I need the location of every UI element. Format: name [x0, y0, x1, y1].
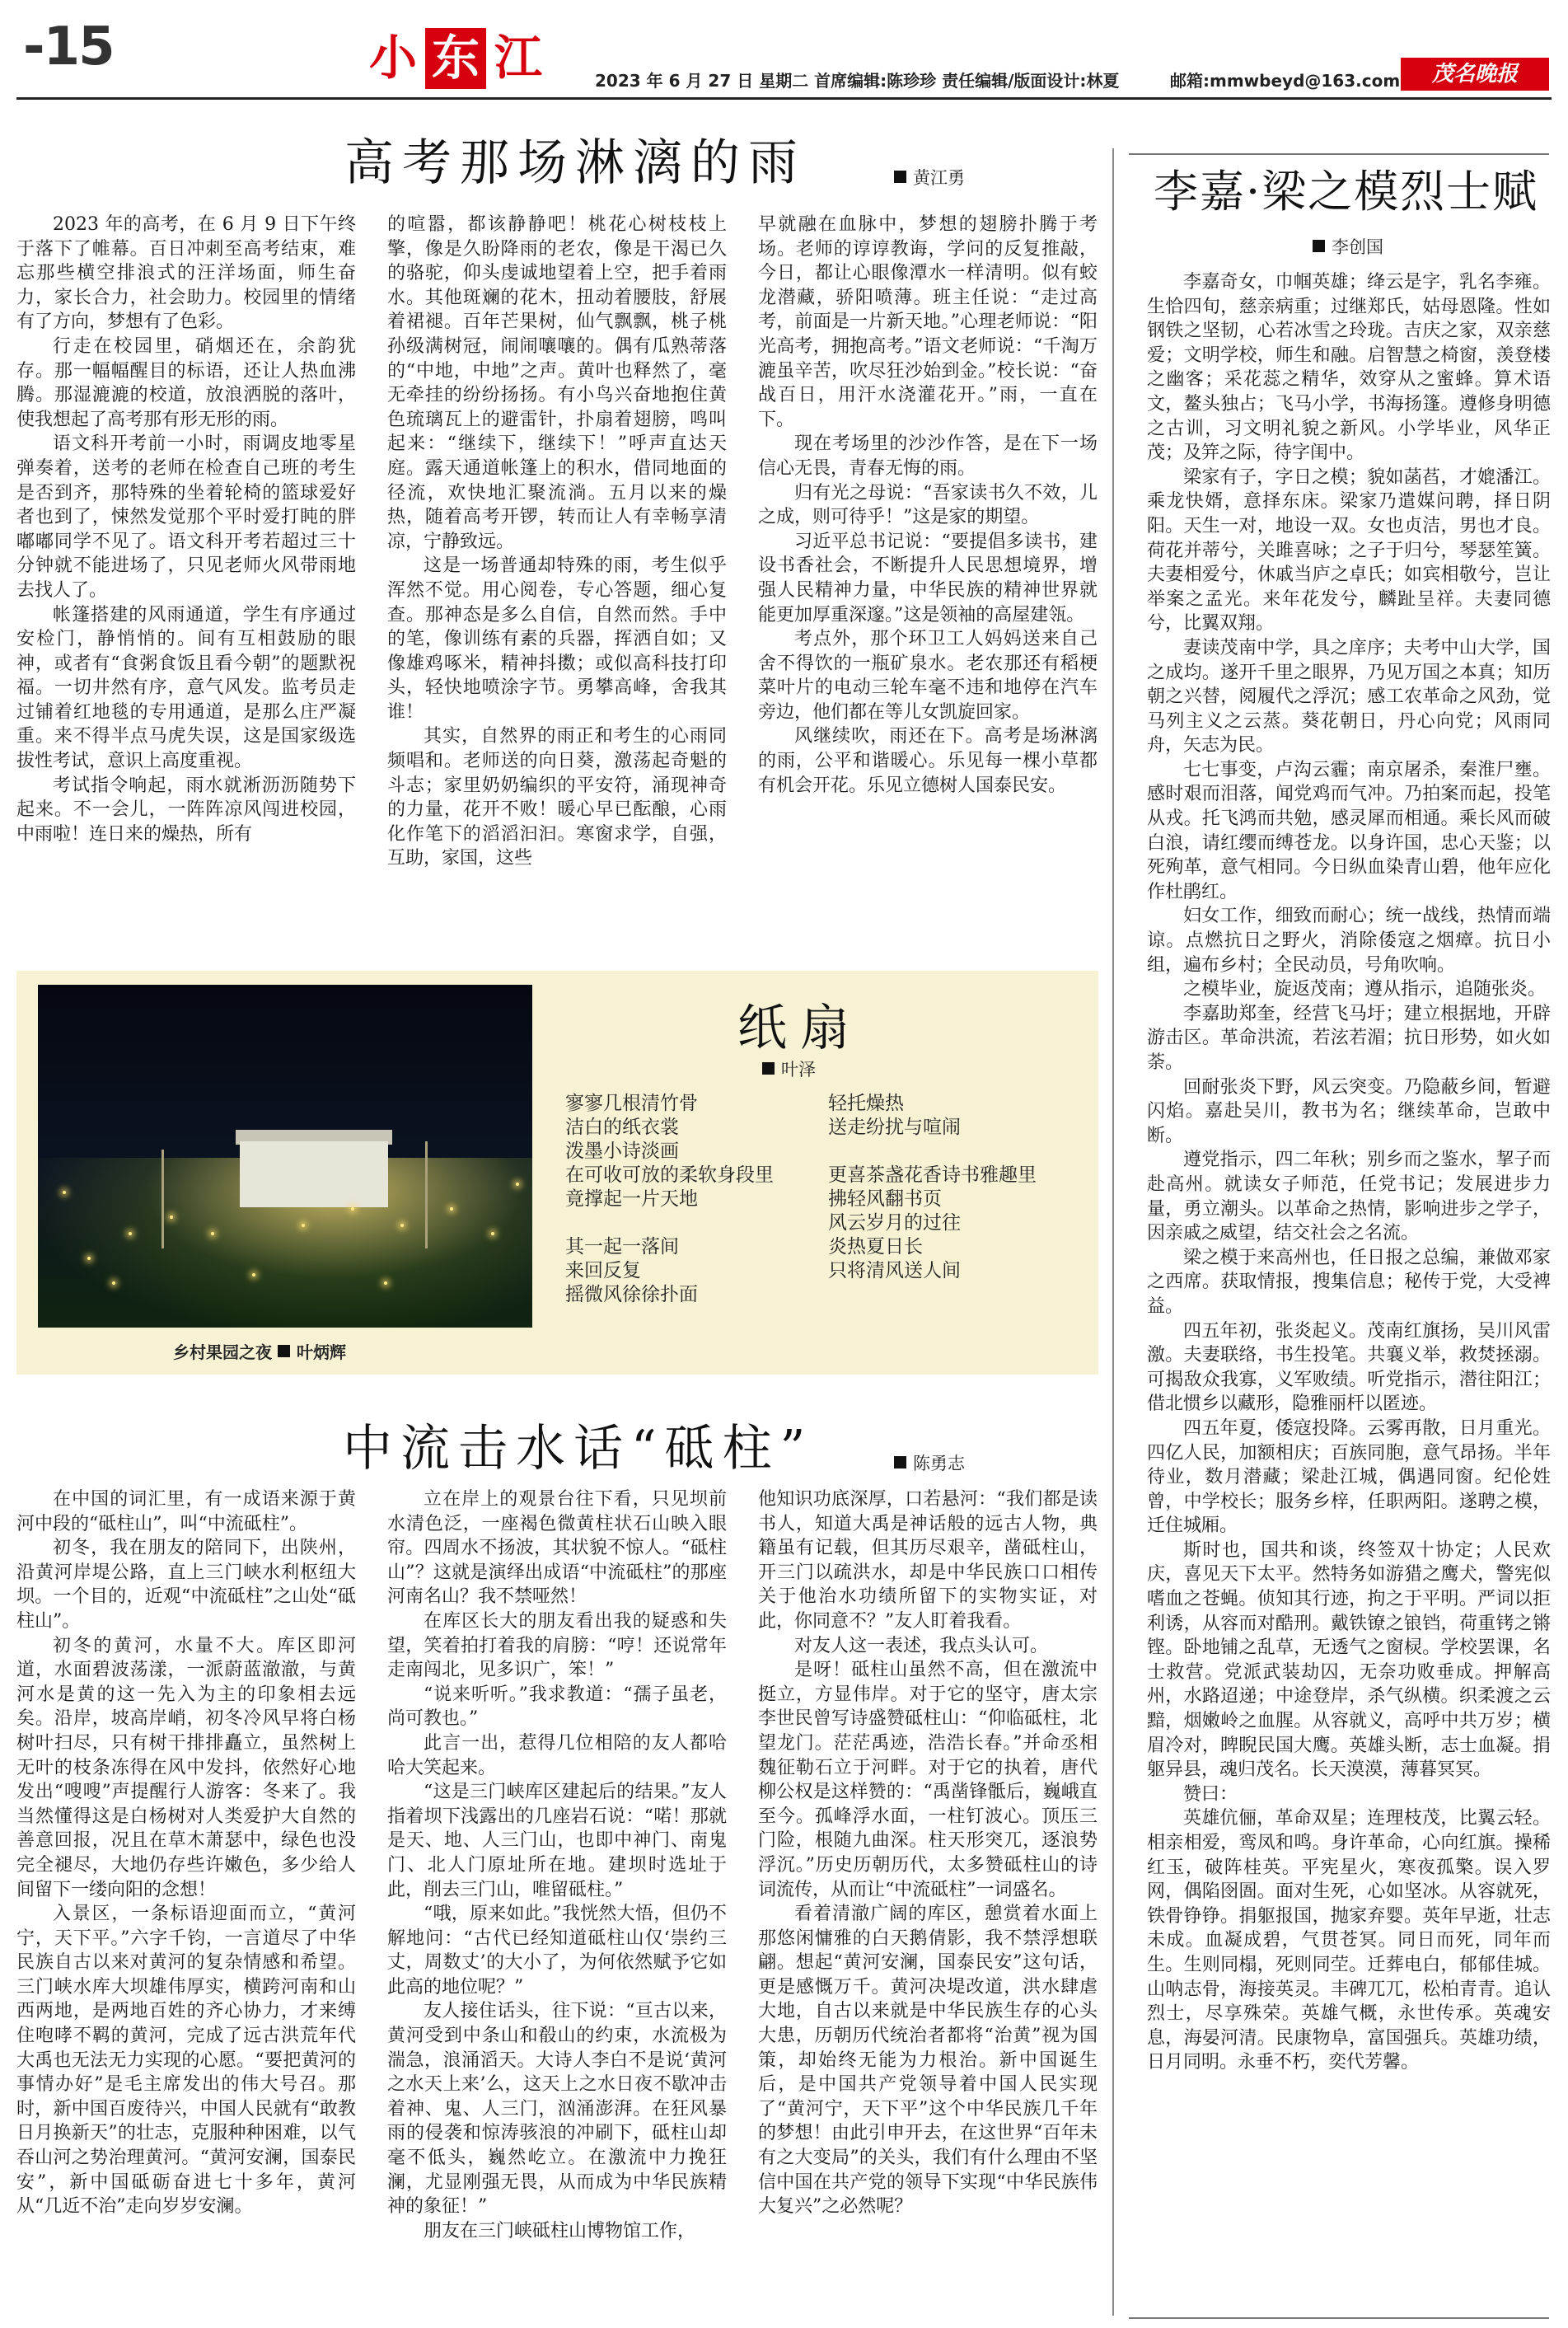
paragraph: 看着清澈广阔的库区，憩赏着水面上那悠闲慵雅的白天鹅倩影，我不禁浮想联翩。想起“黄河安澜，国泰民安”这句话，更是感慨万千。黄河决堤改道，洪水肆虐大地，自古以来就是中华民族生存的心头大患，历朝历代统治者都将“治黄”视为国策，却始终无能为力根治。新中国诞生后，是中国共产党领导着中国人民实现了“黄河宁，天下平”这个中华民族几千年的梦想！由此引申开去，在这世界“百年未有之大变局”的关头，我们有什么理由不坚信中国在共产党的领导下实现“中华民族伟大复兴”之必然呢？ [758, 1904, 1098, 2218]
column-rule [1129, 2317, 1549, 2319]
poem-line: 其一起一落间 [565, 1236, 679, 1258]
paragraph: “这是三门峡库区建起后的结果。”友人指着坝下浅露出的几座岩石说：“喏！那就是天、地、人三门山，也即中神门、南鬼门、北人门原址所在地。建坝时选址于此，削去三门山，唯留砥柱。” [387, 1782, 727, 1900]
byline-square-icon [1313, 240, 1325, 252]
paragraph: 妻读茂南中学，具之庠序；夫考中山大学，国之成均。遂开千里之眼界，乃见万国之本真；知历朝之兴替，阅履代之浮沉；感工农革命之风劲，觉马列主义之云蒸。葵花朝日，丹心向党；风雨同舟，矢志为民。 [1147, 637, 1551, 756]
paragraph: 在中国的词汇里，有一成语来源于黄河中段的“砥柱山”，叫“中流砥柱”。 [16, 1489, 356, 1534]
paragraph: 英雄伉俪，革命双星；连理枝茂，比翼云轻。相亲相爱，鸾凤和鸣。身许革命，心向红旗。操稀红玉，破阵桂英。平宪星火，寒夜孤檠。误入罗网，偶陷囹圄。面对生死，心如坚冰。从容就死，铁骨铮铮。捐躯报国，抛家弃婴。英年早逝，壮志未成。血凝成碧，气贯苍冥。同日而死，同年而生。生则同榻，死则同茔。迁葬电白，郁郁佳城。山呐志骨，海接英灵。丰碑兀兀，松柏青青。追认烈士，尽享殊荣。英雄气概，永世传承。英魂安息，海晏河清。民康物阜，富国强兵。英雄功绩，日月同明。永垂不朽，奕代芳馨。 [1147, 1808, 1551, 2073]
poem-line: 来回反复 [565, 1260, 641, 1281]
paragraph: “说来听听。”我求教道：“孺子虽老，尚可教也。” [387, 1684, 727, 1730]
paragraph: 斯时也，国共和谈，终签双十协定；人民欢庆，喜见天下太平。然特务如游猎之鹰犬，警宪似嗜血之苍蝇。侦知其行迹，拘之于平明。严词以拒利诱，从容而对酷刑。戴铁镣之锒铛，荷重铐之锵铿。卧地铺之乱草，无透气之窗棂。学校罢课，名士救营。党派武装劫囚，无奈功败垂成。押解高州，水路迢递；中途登岸，杀气纵横。织柔渡之云黯，烟嫩岭之血腥。从容就义，高呼中共万岁；横眉冷对，睥睨民国大鹰。英雄头断，志士血凝。捐躯异县，魂归茂名。长天漠漠，薄暮冥冥。 [1147, 1539, 1551, 1781]
photo-caption [173, 1339, 346, 1363]
paragraph: 此言一出，惹得几位相陪的友人都哈哈大笑起来。 [387, 1732, 727, 1778]
issue-info: 2023 年 6 月 27 日 星期二 首席编辑:陈珍珍 责任编辑/版面设计:林夏 [595, 71, 1120, 91]
paragraph: 朋友在三门峡砥柱山博物馆工作， [424, 2220, 696, 2241]
paragraph: 之模毕业，旋返茂南；遵从指示，追随张炎。 [1183, 979, 1547, 1000]
paragraph: 梁之模于来高州也，任日报之总编，兼做邓家之西席。获取情报，搜集信息；秘传于党，大受裨益。 [1147, 1247, 1551, 1317]
byline-square-icon [762, 1062, 775, 1075]
article-column [1147, 270, 1551, 2314]
paragraph: 的喧嚣，都该静静吧！桃花心树枝枝上擎，像是久盼降雨的老农，像是干渴已久的骆驼，仰头虔诚地望着上空，把手着雨水。其他斑斓的花木，扭动着腰肢，舒展着裙褪。百年芒果树，仙气飘飘，桃子桃孙级满树冠，闹闹嚷嚷的。偶有瓜熟蒂落的“中地，中地”之声。黄叶也释然了，毫无牵挂的纷纷扬扬。有小鸟兴奋地抱住黄色琉璃瓦上的避雷针，扑扇着翅膀，鸣叫起来：“继续下，继续下！”呼声直达天庭。露天通道帐篷上的积水，借同地面的径流，欢快地汇聚流淌。五月以来的燥热，随着高考开锣，转而让人有幸畅享清凉，宁静致远。 [387, 214, 727, 552]
poem-line: 竟撑起一片天地 [565, 1188, 698, 1210]
poem-line: 炎热夏日长 [828, 1236, 923, 1258]
paragraph: 对友人这一表述，我点头认可。 [794, 1635, 1049, 1656]
paragraph: 现在考场里的沙沙作答，是在下一场信心无畏，青春无悔的雨。 [758, 433, 1098, 479]
section-name-char: 江 [494, 30, 542, 86]
author-name: 李创国 [1332, 237, 1383, 257]
poem-line: 洁白的纸衣裳 [565, 1117, 679, 1138]
article-column [16, 1487, 356, 2318]
paragraph: 语文科开考前一小时，雨调皮地零星弹奏着，送考的老师在检查自己班的考生是否到齐，那特殊的坐着轮椅的篮球爱好者也到了，悚然发觉那个平时爱打盹的胖嘟嘟同学不见了。语文科开考若超过三十分钟就不能进场了，只见老师火风带雨地去找人了。 [16, 433, 356, 601]
poem-line: 送走纷扰与喧闹 [828, 1117, 961, 1138]
paragraph: 是呀！砥柱山虽然不高，但在激流中挺立，方显伟岸。对于它的坚守，唐太宗李世民曾写诗盛赞砥柱山：“仰临砥柱，北望龙门。茫茫禹迹，浩浩长春。”并命丞相魏征勒石立于河畔。对于它的执着，唐代柳公权是这样赞的：“禹凿锋骶后，巍峨直至今。孤峰浮水面，一柱钉波心。顶压三门险，根随九曲深。柱天形突兀，逐浪势浮沉。”历史历朝历代，太多赞砥柱山的诗词流传，从而让“中流砥柱”一词盛名。 [758, 1660, 1098, 1900]
paragraph: 入景区，一条标语迎面而立，“黄河宁，天下平。”六字千钧，一言道尽了中华民族自古以来对黄河的复杂情感和希望。三门峡水库大坝雄伟厚实，横跨河南和山西两地，是两地百姓的齐心协力，才来缚住咆哮不羁的黄河，完成了远古洪荒年代大禹也无法无力实现的心愿。“要把黄河的事情办好”是毛主席发出的伟大号召。那时，新中国百废待兴，中国人民就有“敢教日月换新天”的壮志，克服种种困难，以气吞山河之势治理黄河。“黄河安澜，国泰民安”，新中国砥砺奋进七十多年，黄河从“几近不治”走向岁岁安澜。 [16, 1904, 356, 2218]
paragraph: 初冬的黄河，水量不大。库区即河道，水面碧波荡漾，一派蔚蓝澈澈，与黄河水是黄的这一先入为主的印象相去远矣。沿岸，坡高岸峭，初冬冷风早将白杨树叶扫尽，只有树干排排矗立，虽然树上无叶的枝条冻得在风中发抖，依然好心地发出“嗖嗖”声提醒行人游客：冬来了。我当然懂得这是白杨树对人类爱护大自然的善意回报，况且在草木萧瑟中，绿色也没完全褪尽，大地仍存些许嫩色，多少给人间留下一缕向阳的念想！ [16, 1635, 356, 1900]
author-name: 叶泽 [781, 1060, 816, 1080]
paragraph: 赞曰： [1183, 1783, 1238, 1805]
section-name-char: 东 [425, 28, 486, 89]
paragraph: 行走在校园里，硝烟还在，余韵犹存。那一幅幅醒目的标语，还让人热血沸腾。那湿漉漉的校道，放浪洒脱的落叶，使我想起了高考那有形无形的雨。 [16, 335, 356, 430]
paragraph: 李嘉助郑奎，经营飞马圩；建立根据地，开辟游击区。革命洪流，若泫若湄；抗日形势，如火如荼。 [1147, 1003, 1551, 1073]
poem-line: 更喜茶盏花香诗书雅趣里 [828, 1164, 1037, 1186]
paragraph: 回耐张炎下野，风云突变。乃隐蔽乡间，暂避闪焰。嘉赴吴川，教书为名；继续革命，岂敢中断。 [1147, 1076, 1551, 1146]
email: 邮箱:mmwbeyd@163.com [1170, 71, 1401, 91]
poem-title: 纸扇 [737, 1000, 863, 1057]
article-column [16, 213, 356, 956]
article-byline [1313, 234, 1383, 259]
orchard-night-photo [38, 985, 532, 1328]
paragraph: 他知识功底深厚，口若悬河：“我们都是读书人，知道大禹是神话般的远古人物，典籍虽有记载，但其历尽艰辛，凿砥柱山，开三门以疏洪水，却是中华民族口口相传关于他治水功绩所留下的实物实证，对此，你同意不？”友人盯着我看。 [758, 1489, 1098, 1632]
caption-author: 叶炳辉 [296, 1342, 346, 1362]
paragraph: 立在岸上的观景台往下看，只见坝前水清色泛，一座褐色微黄柱状石山映入眼帘。四周水不扬波，其状貌不惊人。“砥柱山”？这就是演绎出成语“中流砥柱”的那座河南名山？我不禁哑然！ [387, 1489, 727, 1608]
paragraph: 考点外，那个环卫工人妈妈送来自己舍不得饮的一瓶矿泉水。老农那还有稻梗菜叶片的电动三轮车毫不违和地停在汽车旁边，他们都在等儿女凯旋回家。 [758, 629, 1098, 723]
caption-text: 乡村果园之夜 [173, 1342, 272, 1362]
paragraph: 四五年夏，倭寇投降。云雾再散，日月重光。四亿人民，加额相庆；百族同胞，意气昂扬。半年待业，数月潜藏；梁赴江城，偶遇同窗。纪伦姓曾，中学校长；服务乡梓，任职两阳。遂聘之模，迁住城厢。 [1147, 1417, 1551, 1537]
poem-line: 在可收可放的柔软身段里 [565, 1164, 774, 1186]
article-byline [894, 1450, 965, 1475]
paragraph: 妇女工作，细致而耐心；统一战线，热情而端谅。点燃抗日之野火，消除倭寇之烟瘴。抗日小组，遍布乡村；全民动员，号角吹响。 [1147, 906, 1551, 976]
paragraph: 四五年初，张炎起义。茂南红旗扬，吴川风雷激。夫妻联络，书生投笔。共襄义举，救焚拯溺。可揭敌众我寡，义军败绩。听党指示，潜往阳江；借北惯乡以藏形，隐雅丽杆以匿迹。 [1147, 1320, 1551, 1415]
poem-stanza-left [565, 1092, 774, 1307]
article-column [387, 1487, 727, 2318]
article-title: 高考那场淋漓的雨 [344, 134, 806, 192]
paragraph: 初冬，我在朋友的陪同下，出陕州，沿黄河岸堤公路，直上三门峡水利枢纽大坝。一个目的，近观“中流砥柱”之山处“砥柱山”。 [16, 1538, 356, 1632]
poem-line: 只将清风送人间 [828, 1260, 961, 1281]
poem-line: 拂轻风翻书页 [828, 1188, 942, 1210]
paragraph: 习近平总书记说：“要提倡多读书，建设书香社会，不断提升人民思想境界，增强人民精神力量，中华民族的精神世界就能更加厚重深邃。”这是领袖的高屋建瓴。 [758, 531, 1098, 625]
paragraph: 考试指令响起，雨水就淅沥沥随势下起来。不一会儿，一阵阵凉风闯进校园，中雨啦！连日来的燥热，所有 [16, 775, 356, 845]
poem-line: 风云岁月的过往 [828, 1212, 961, 1234]
paragraph: 风继续吹，雨还在下。高考是场淋漓的雨，公平和谐暖心。乐见每一棵小草都有机会开花。乐见立德树人国泰民安。 [758, 726, 1098, 796]
paragraph: 帐篷搭建的风雨通道，学生有序通过安检门，静悄悄的。间有互相鼓励的眼神，或者有“食粥食饭且看今朝”的题默祝福。一切井然有序，意气风发。监考员走过铺着红地毯的专用通道，是那么庄严凝重。来不得半点马虎失误，这是国家级选拔性考试，意识上高度重视。 [16, 604, 356, 772]
paragraph: 七七事变，卢沟云霾；南京屠杀，秦淮尸壅。感时艰而泪落，闻党鸡而气冲。乃拍案而起，投笔从戎。托飞鸿而共勉，感灵犀而相通。乘长风而破白浪，请红缨而缚苍龙。以身许国，忠心天鉴；以死殉革，意气相同。今日纵血染青山碧，他年应化作杜鹃红。 [1147, 759, 1551, 902]
brand-logo: 茂名晚报 [1401, 58, 1549, 91]
author-name: 陈勇志 [913, 1454, 965, 1473]
article-column [387, 213, 727, 956]
column-rule [1129, 153, 1549, 155]
paragraph: 这是一场普通却特殊的雨，考生似乎浑然不觉。用心阅卷，专心答题，细心复查。那神态是多么自信，自然而然。手中的笔，像训练有素的兵器，挥洒自如；又像雄鸡啄米，精神抖擞；或似高科技打印头，轻快地喷涂字节。勇攀高峰，舍我其谁！ [387, 555, 727, 723]
paragraph: “哦，原来如此。”我恍然大悟，但仍不解地问：“古代已经知道砥柱山仅‘崇约三丈，周数丈’的大小了，为何依然赋予它如此高的地位呢？” [387, 1904, 727, 1998]
paragraph: 在库区长大的朋友看出我的疑惑和失望，笑着拍打着我的肩膀：“哼！还说常年走南闯北，见多识广，笨！” [387, 1610, 727, 1681]
poem-line: 寥寥几根清竹骨 [565, 1093, 698, 1114]
byline-square-icon [894, 1456, 906, 1468]
column-divider [1112, 148, 1114, 2316]
paragraph: 归有光之母说：“吾家读书久不效，儿之成，则可待乎！”这是家的期望。 [758, 482, 1098, 528]
paragraph: 李嘉奇女，巾帼英雄；绛云是字，乳名李雍。生恰四旬，慈亲病重；过继郑氏，姑母恩隆。性如钢铁之坚韧，心若冰雪之玲珑。吉庆之家，双亲慈爱；文明学校，师生和融。启智慧之椅窗，羡登楼之幽客；采花蕊之精华，效穿从之蜜蜂。算术语文，鳌头独占；飞马小学，书海扬篷。遵修身明德之古训，习文明礼貌之新风。小学毕业，风华正茂；及笄之际，待字闺中。 [1147, 272, 1551, 464]
section-name-char: 小 [368, 30, 417, 86]
paragraph: 其实，自然界的雨正和考生的心雨同频唱和。老师送的向日葵，激荡起奇魁的斗志；家里奶奶编织的平安符，涌现神奇的力量，花开不败！暖心早已酝酿，心雨化作笔下的滔滔汩汩。寒窗求学，自强，互助，家国，这些 [387, 726, 727, 869]
byline-square-icon [278, 1345, 290, 1357]
paragraph: 梁家有子，字日之模；貌如菡萏，才媲潘江。乘龙快婿，意择东床。梁家乃遣媒问聘，择日阴阳。天生一对，地设一双。女也贞洁，男也才良。荷花并蒂兮，关雎喜咏；之子于归兮，琴瑟笙簧。夫妻相爱兮，休戚当庐之卓氏；如宾相敬兮，岂让举案之孟光。来年花发兮，麟趾呈祥。夫妻同德兮，比翼双翔。 [1147, 466, 1551, 635]
article-byline [894, 165, 965, 190]
article-column [758, 1487, 1098, 2318]
paragraph: 友人接住话头，往下说：“亘古以来，黄河受到中条山和殽山的约束，水流极为湍急，浪涌滔天。大诗人李白不是说‘黄河之水天上来’么，这天上之水日夜不歇冲击着神、鬼、人三门，汹涌澎湃。在狂风暴雨的侵袭和惊涛骇浪的冲刷下，砥柱山却毫不低头，巍然屹立。在激流中力挽狂澜，尤显刚强无畏，从而成为中华民族精神的象征！” [387, 2001, 727, 2218]
page-number: -15 [23, 16, 114, 77]
poem-line: 摇微风徐徐扑面 [565, 1284, 698, 1305]
paragraph: 遵党指示，四二年秋；别乡而之鉴水，挈子而赴高州。就读女子师范，任党书记；发展进步力量，勇立潮头。以革命之热情，影响进步之学子，因亲戚之威望，结交社会之名流。 [1147, 1150, 1551, 1244]
paragraph: 早就融在血脉中，梦想的翅膀扑腾于考场。老师的谆谆教诲，学问的反复推敲，今日，都让心眼像潭水一样清明。似有蛟龙潜藏，骄阳喷薄。班主任说：“走过高考，前面是一片新天地。”心理老师说：“阳光高考，拥抱高考。”语文老师说：“千淘万漉虽辛苦，吹尽狂沙始到金。”校长说：“奋战百日，用汗水浇灌花开。”雨，一直在下。 [758, 214, 1098, 430]
byline-square-icon [894, 171, 906, 183]
article-title: 中流击水话“砥柱” [343, 1420, 814, 1478]
section-name [363, 21, 560, 96]
paragraph: 2023 年的高考，在 6 月 9 日下午终于落下了帷幕。百日冲刺至高考结束，难忘那些横空排浪式的汪洋场面，师生奋力，家长合力，社会助力。校园里的情绪有了方向，梦想有了色彩。 [16, 214, 356, 333]
header-rule [16, 97, 1552, 100]
author-name: 黄江勇 [913, 168, 965, 188]
poem-line: 轻托燥热 [828, 1093, 904, 1114]
poem-byline [762, 1056, 816, 1081]
article-column [758, 213, 1098, 956]
article-title: 李嘉·梁之模烈士赋 [1154, 166, 1539, 218]
poem-stanza-right [828, 1092, 1037, 1283]
poem-line: 泼墨小诗淡画 [565, 1141, 679, 1162]
